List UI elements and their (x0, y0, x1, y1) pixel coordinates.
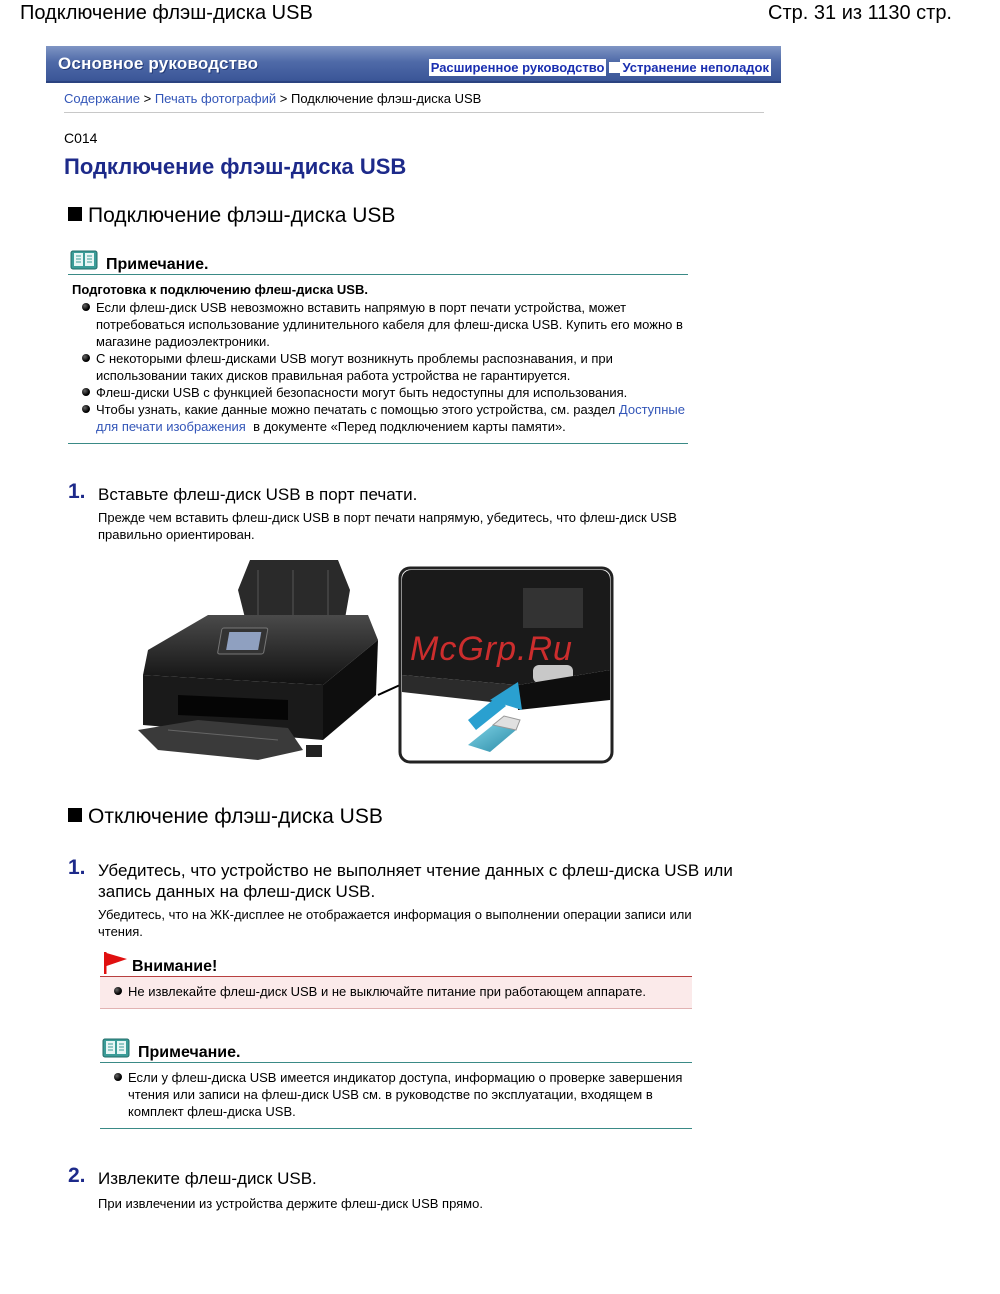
banner-links (429, 60, 771, 75)
page-number: Стр. 31 из 1130 стр. (768, 2, 952, 24)
square-bullet-icon (68, 808, 82, 822)
breadcrumb-separator: > (279, 91, 288, 106)
printable-images-link[interactable]: Доступные для печати изображения (96, 402, 685, 434)
step-title: Вставьте флеш-диск USB в порт печати. (98, 485, 418, 504)
caution-header (100, 952, 692, 977)
note-subtitle: Подготовка к подключению флеш-диска USB. (72, 282, 368, 297)
guide-banner (46, 46, 781, 83)
note-box-connect (68, 250, 688, 444)
breadcrumb-contents-link[interactable]: Содержание (64, 91, 140, 106)
step-check (68, 856, 748, 902)
step-number: 2. (68, 1164, 86, 1187)
note-box-disconnect (100, 1038, 692, 1129)
book-icon (102, 1038, 130, 1058)
breadcrumb-current: Подключение флэш-диска USB (290, 91, 482, 106)
step-description: При извлечении из устройства держите флеш-диск USB прямо. (98, 1196, 483, 1211)
book-icon (70, 250, 98, 270)
step-insert (68, 480, 768, 505)
caution-title: Внимание! (132, 958, 218, 975)
step-description: Убедитесь, что на ЖК-дисплее не отображается информация о выполнении операции записи или чтения. (98, 907, 692, 939)
doc-code: C014 (64, 130, 98, 146)
page-header-title: Подключение флэш-диска USB (20, 2, 313, 24)
note-bullet: С некоторыми флеш-дисками USB могут возникнуть проблемы распознавания, и при использовании таких дисков правильная работа устройства не гарантируется. (68, 350, 688, 384)
breadcrumb-photo-printing-link[interactable]: Печать фотографий (154, 91, 277, 106)
square-bullet-icon (68, 207, 82, 221)
banner-title: Основное руководство (58, 54, 259, 73)
note-body (100, 1063, 692, 1129)
bullet-dot-icon (82, 303, 90, 311)
watermark: McGrp.Ru (410, 630, 573, 668)
step-number: 1. (68, 480, 86, 503)
note-bullet: Чтобы узнать, какие данные можно печатать с помощью этого устройства, см. раздел Доступные для печати изображения в документе «Перед подключением карты памяти». (68, 401, 688, 435)
note-header (100, 1038, 692, 1063)
bullet-dot-icon (114, 987, 122, 995)
section-heading-connect: Подключение флэш-диска USB (68, 204, 395, 228)
step-title: Извлеките флеш-диск USB. (98, 1169, 317, 1188)
caution-box (100, 952, 692, 1009)
step-number: 1. (68, 856, 86, 879)
note-header (68, 250, 688, 275)
red-flag-icon (102, 952, 128, 974)
step-title: Убедитесь, что устройство не выполняет чтение данных с флеш-диска USB или запись данных на флеш-диск USB. (98, 861, 733, 901)
note-title: Примечание. (106, 256, 209, 273)
caution-bullet: Не извлекайте флеш-диск USB и не выключайте питание при работающем аппарате. (100, 983, 692, 1000)
bullet-dot-icon (114, 1073, 122, 1081)
page-title: Подключение флэш-диска USB (64, 154, 407, 179)
advanced-guide-link[interactable]: Расширенное руководство (430, 60, 605, 75)
caution-body (100, 977, 692, 1009)
step-remove (68, 1164, 748, 1189)
section-heading-disconnect: Отключение флэш-диска USB (68, 805, 383, 829)
bullet-dot-icon (82, 354, 90, 362)
note-bullet: Если флеш-диск USB невозможно вставить напрямую в порт печати устройства, может потребоваться использование удлинительного кабеля для флеш-диска USB. Купить его можно в магазине радиоэлектроники. (68, 299, 688, 350)
breadcrumb (64, 91, 764, 113)
note-title: Примечание. (138, 1044, 241, 1061)
step-description: Прежде чем вставить флеш-диск USB в порт печати напрямую, убедитесь, что флеш-диск USB правильно ориентирован. (98, 510, 677, 542)
troubleshooting-link[interactable]: Устранение неполадок (622, 60, 769, 75)
bullet-dot-icon (82, 388, 90, 396)
breadcrumb-separator: > (143, 91, 152, 106)
printer-usb-illustration (138, 560, 614, 778)
note-body (68, 275, 688, 444)
bullet-dot-icon (82, 405, 90, 413)
note-bullet: Флеш-диски USB с функцией безопасности могут быть недоступны для использования. (68, 384, 688, 401)
note-bullet: Если у флеш-диска USB имеется индикатор доступа, информацию о проверке завершения чтения или записи на флеш-диск USB см. в руководстве по эксплуатации, входящем в комплект флеш-диска USB. (100, 1069, 692, 1120)
